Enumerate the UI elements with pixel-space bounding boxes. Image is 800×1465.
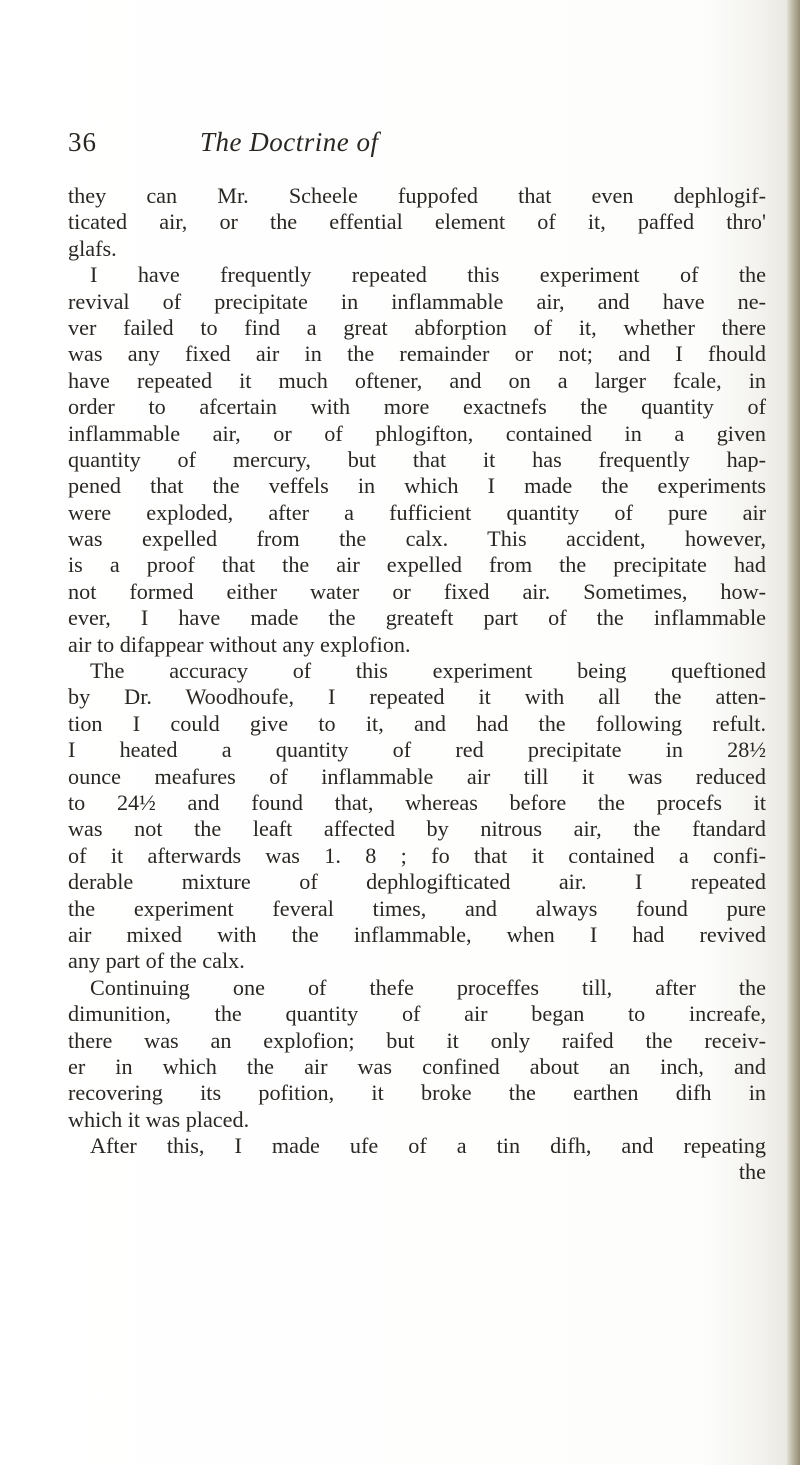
text-line: there was an explofion; but it only raifed the receiv- (68, 1027, 766, 1053)
text-line: tion I could give to it, and had the following refult. (68, 710, 766, 736)
text-line: the experiment feveral times, and always found pure (68, 895, 766, 921)
text-line: dimunition, the quantity of air began to increafe, (68, 1001, 766, 1027)
text-line: air mixed with the inflammable, when I had revived (68, 921, 766, 947)
text-line: of it afterwards was 1. 8 ; fo that it contained a confi- (68, 842, 766, 868)
page-edge-shadow (786, 0, 800, 1465)
text-line: After this, I made ufe of a tin difh, and repeating (90, 1133, 766, 1159)
text-line: Continuing one of thefe proceffes till, after the (90, 974, 766, 1000)
text-line: quantity of mercury, but that it has frequently hap- (68, 446, 766, 472)
text-line: was not the leaft affected by nitrous air, the ftandard (68, 816, 766, 842)
text-line: were exploded, after a fufficient quantity of pure air (68, 499, 766, 525)
running-title: The Doctrine of (200, 127, 379, 157)
text-line: ticated air, or the effential element of it, paffed thro' (68, 209, 766, 235)
text-line: was expelled from the calx. This accident, however, (68, 526, 766, 552)
text-line: The accuracy of this experiment being queftioned (90, 658, 766, 684)
text-line: I have frequently repeated this experiment of the (90, 262, 766, 288)
text-line: I heated a quantity of red precipitate in 28½ (68, 737, 766, 763)
catchword: the (738, 1159, 766, 1185)
text-line: revival of precipitate in inflammable air, and have ne- (68, 288, 766, 314)
text-line: was any fixed air in the remainder or not; and I fhould (68, 341, 766, 367)
text-line: they can Mr. Scheele fuppofed that even dephlogif- (68, 183, 766, 208)
text-line: to 24½ and found that, whereas before the procefs it (68, 789, 766, 815)
text-line: any part of the calx. (68, 948, 245, 974)
text-line: glafs. (68, 235, 117, 261)
text-line: er in which the air was confined about an inch, and (68, 1053, 766, 1079)
text-line: order to afcertain with more exactnefs the quantity of (68, 394, 766, 420)
text-line: is a proof that the air expelled from the precipitate had (68, 552, 766, 578)
text-line: not formed either water or fixed air. Sometimes, how- (68, 578, 766, 604)
text-line: ever, I have made the greateft part of the inflammable (68, 605, 766, 631)
text-line: by Dr. Woodhoufe, I repeated it with all the atten- (68, 684, 766, 710)
text-line: air to difappear without any explofion. (68, 631, 411, 657)
text-line: pened that the veffels in which I made the experiments (68, 473, 766, 499)
text-line: which it was placed. (68, 1106, 250, 1132)
text-line: inflammable air, or of phlogifton, contained in a given (68, 420, 766, 446)
text-line: ver failed to find a great abforption of it, whether there (68, 314, 766, 340)
text-line: have repeated it much oftener, and on a larger fcale, in (68, 367, 766, 393)
body-text (68, 183, 766, 1186)
text-line: derable mixture of dephlogifticated air. I repeated (68, 869, 766, 895)
text-line: recovering its pofition, it broke the earthen difh in (68, 1080, 766, 1106)
page-number: 36 (68, 127, 97, 157)
text-line: ounce meafures of inflammable air till it was reduced (68, 763, 766, 789)
page-header (0, 127, 800, 167)
